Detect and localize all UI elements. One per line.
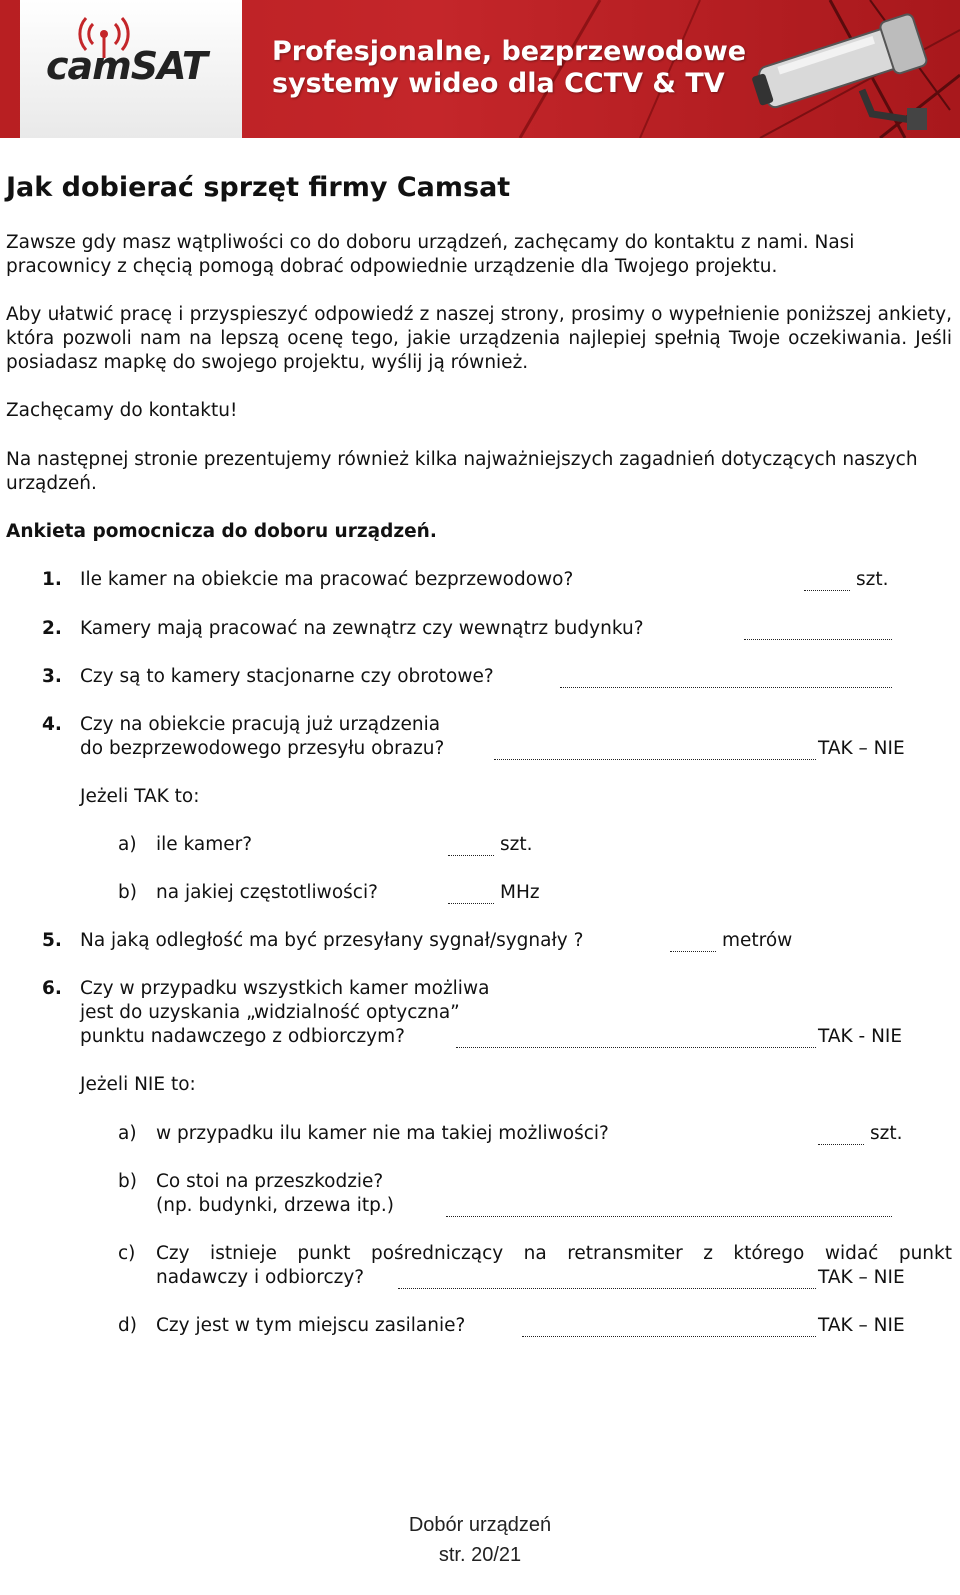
answer-field-q6c[interactable] bbox=[398, 1288, 816, 1289]
sub-letter: a) bbox=[118, 1123, 137, 1144]
question-text: Czy są to kamery stacjonarne czy obrotowe? bbox=[80, 666, 494, 687]
question-3 bbox=[42, 665, 494, 689]
unit-label: szt. bbox=[500, 834, 533, 855]
question-4b bbox=[118, 881, 378, 905]
question-5 bbox=[42, 929, 584, 953]
question-text-line-1: Czy w przypadku wszystkich kamer możliwa bbox=[80, 978, 490, 999]
condition-label: Jeżeli NIE to: bbox=[80, 1074, 196, 1095]
question-number: 4. bbox=[42, 714, 62, 735]
sub-question-text-line-1: Co stoi na przeszkodzie? bbox=[156, 1171, 384, 1192]
sub-question-text: w przypadku ilu kamer nie ma takiej możliwości? bbox=[156, 1123, 609, 1144]
question-number: 1. bbox=[42, 569, 62, 590]
answer-field-q6a[interactable] bbox=[818, 1144, 864, 1145]
yes-no-choice[interactable]: TAK – NIE bbox=[818, 1267, 905, 1288]
yes-no-choice[interactable]: TAK - NIE bbox=[818, 1026, 903, 1047]
intro-paragraph-3: Zachęcamy do kontaktu! bbox=[6, 400, 238, 421]
question-4a bbox=[118, 833, 253, 857]
slogan-line-2: systemy wideo dla CCTV & TV bbox=[272, 68, 725, 99]
question-text: Ile kamer na obiekcie ma pracować bezprzewodowo? bbox=[80, 569, 574, 590]
sub-question-text-line-2: (np. budynki, drzewa itp.) bbox=[156, 1195, 394, 1216]
unit-label: szt. bbox=[856, 569, 889, 590]
sub-question-text: ile kamer? bbox=[156, 834, 253, 855]
question-4 bbox=[42, 713, 445, 759]
sub-question-text: na jakiej częstotliwości? bbox=[156, 882, 378, 903]
page-number: str. 20/21 bbox=[438, 1544, 522, 1566]
question-6a bbox=[118, 1122, 609, 1146]
question-text: Kamery mają pracować na zewnątrz czy wewnątrz budynku? bbox=[80, 618, 644, 639]
condition-label: Jeżeli TAK to: bbox=[80, 786, 200, 807]
survey-title: Ankieta pomocnicza do doboru urządzeń. bbox=[6, 521, 437, 542]
sub-letter: b) bbox=[118, 1171, 137, 1192]
answer-field-q4[interactable] bbox=[494, 759, 816, 760]
unit-label: metrów bbox=[722, 930, 793, 951]
answer-field-q3[interactable] bbox=[560, 687, 892, 688]
intro-paragraph-2: Aby ułatwić pracę i przyspieszyć odpowiedź z naszej strony, prosimy o wypełnienie poniższej ankiety, która pozwoli nam na lepszą ocenę tego, jakie urządzenia najlepiej spełnią Twoje oczekiwania. Jeśli posiadasz mapkę do swojego projektu, wyślij ją również. bbox=[6, 304, 952, 373]
intro-paragraph-1: Zawsze gdy masz wątpliwości co do doboru urządzeń, zachęcamy do kontaktu z nami. Nasi pracownicy z chęcią pomogą dobrać odpowiednie urządzenie dla Twojego projektu. bbox=[6, 232, 855, 277]
banner-slogan bbox=[272, 36, 746, 100]
question-number: 3. bbox=[42, 666, 62, 687]
question-number: 5. bbox=[42, 930, 62, 951]
answer-field-q2[interactable] bbox=[744, 639, 892, 640]
yes-no-choice[interactable]: TAK – NIE bbox=[818, 1315, 905, 1336]
logo-box bbox=[20, 0, 242, 138]
sub-letter: b) bbox=[118, 882, 137, 903]
unit-label: MHz bbox=[500, 882, 540, 903]
answer-field-q4a[interactable] bbox=[448, 855, 494, 856]
cctv-camera-icon bbox=[752, 10, 952, 130]
answer-field-q6b[interactable] bbox=[446, 1216, 892, 1217]
unit-label: szt. bbox=[870, 1123, 903, 1144]
question-text-line-1: Czy na obiekcie pracują już urządzenia bbox=[80, 714, 441, 735]
answer-field-q1[interactable] bbox=[804, 590, 850, 591]
question-6 bbox=[42, 977, 490, 1047]
sub-question-text-line-2: nadawczy i odbiorczy? bbox=[156, 1267, 365, 1288]
footer-title: Dobór urządzeń bbox=[408, 1514, 552, 1536]
question-6b bbox=[118, 1170, 394, 1216]
answer-field-q6[interactable] bbox=[456, 1047, 816, 1048]
answer-field-q4b[interactable] bbox=[448, 903, 494, 904]
intro-paragraph-4: Na następnej stronie prezentujemy również kilka najważniejszych zagadnień dotyczących naszych urządzeń. bbox=[6, 449, 918, 494]
question-text-line-2: do bezprzewodowego przesyłu obrazu? bbox=[80, 738, 445, 759]
sub-letter: a) bbox=[118, 834, 137, 855]
yes-no-choice[interactable]: TAK – NIE bbox=[818, 738, 905, 759]
question-1 bbox=[42, 568, 574, 592]
header-banner bbox=[0, 0, 960, 138]
question-text-line-3: punktu nadawczego z odbiorczym? bbox=[80, 1026, 405, 1047]
sub-question-text: Czy jest w tym miejscu zasilanie? bbox=[156, 1315, 466, 1336]
answer-field-q6d[interactable] bbox=[522, 1336, 816, 1337]
question-text-line-2: jest do uzyskania „widzialność optyczna” bbox=[80, 1002, 460, 1023]
sub-question-text-line-1: Czy istnieje punkt pośredniczący na retransmiter z którego widać punkt bbox=[156, 1243, 952, 1264]
logo-text: camSAT bbox=[46, 44, 207, 88]
sub-letter: c) bbox=[118, 1243, 136, 1264]
question-number: 2. bbox=[42, 618, 62, 639]
page-title: Jak dobierać sprzęt firmy Camsat bbox=[6, 172, 511, 203]
sub-letter: d) bbox=[118, 1315, 137, 1336]
question-number: 6. bbox=[42, 978, 62, 999]
question-6d bbox=[118, 1314, 466, 1338]
slogan-line-1: Profesjonalne, bezprzewodowe bbox=[272, 36, 747, 67]
question-2 bbox=[42, 617, 644, 641]
question-text: Na jaką odległość ma być przesyłany sygnał/sygnały ? bbox=[80, 930, 584, 951]
answer-field-q5[interactable] bbox=[670, 951, 716, 952]
